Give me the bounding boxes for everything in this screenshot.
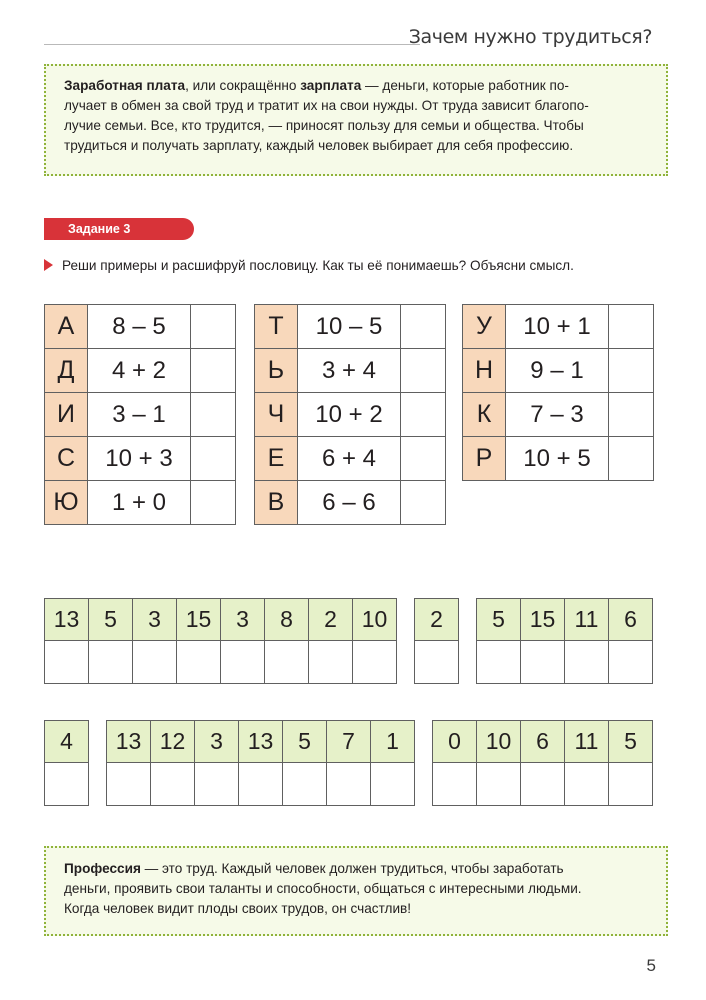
cipher-number: 3	[221, 599, 265, 641]
cipher-number: 1	[371, 721, 415, 763]
profession-line-2: деньги, проявить свои таланты и способности, общаться с интересными людьми.	[64, 881, 582, 896]
letter-answer-cell[interactable]	[353, 641, 397, 684]
page-number: 5	[646, 956, 656, 975]
cipher-number: 11	[565, 721, 609, 763]
answer-cell[interactable]	[191, 481, 236, 525]
letter-answer-cell[interactable]	[89, 641, 133, 684]
math-example: 6 – 6	[298, 481, 401, 525]
letter-answer-cell[interactable]	[609, 763, 653, 806]
letter-answer-cell[interactable]	[609, 641, 653, 684]
cipher-number: 5	[477, 599, 521, 641]
answer-cell[interactable]	[191, 437, 236, 481]
profession-line-3: Когда человек видит плоды своих трудов, он счастлив!	[64, 901, 412, 916]
code-letter: Р	[463, 437, 506, 481]
cipher-number: 12	[151, 721, 195, 763]
code-row	[255, 481, 446, 525]
code-letter: С	[45, 437, 88, 481]
definition-line-2: лучает в обмен за свой труд и тратит их на свои нужды. От труда зависит благопо-	[64, 98, 589, 113]
math-example: 10 – 5	[298, 305, 401, 349]
letter-answer-cell[interactable]	[133, 641, 177, 684]
cipher-number: 13	[107, 721, 151, 763]
answer-cell[interactable]	[401, 349, 446, 393]
task-instruction	[44, 258, 574, 273]
cipher-word	[44, 720, 89, 806]
letter-answer-cell[interactable]	[327, 763, 371, 806]
cipher-number: 5	[283, 721, 327, 763]
math-example: 10 + 1	[506, 305, 609, 349]
profession-box	[44, 846, 668, 936]
cipher-number: 5	[89, 599, 133, 641]
term-salary: Заработная плата	[64, 78, 186, 93]
math-example: 10 + 3	[88, 437, 191, 481]
answer-cell[interactable]	[609, 437, 654, 481]
task-badge: Задание 3	[44, 218, 194, 240]
header-rule	[44, 44, 420, 45]
triangle-bullet-icon	[44, 259, 53, 271]
answer-cell[interactable]	[401, 305, 446, 349]
term-profession: Профессия	[64, 861, 141, 876]
code-letter: Т	[255, 305, 298, 349]
cipher-word	[476, 598, 653, 684]
letter-answer-cell[interactable]	[177, 641, 221, 684]
code-table-1	[44, 304, 236, 525]
code-letter: Д	[45, 349, 88, 393]
code-table-3	[462, 304, 654, 481]
code-row	[463, 349, 654, 393]
letter-answer-cell[interactable]	[239, 763, 283, 806]
letter-answer-cell[interactable]	[45, 641, 89, 684]
math-example: 8 – 5	[88, 305, 191, 349]
code-letter: Ч	[255, 393, 298, 437]
letter-answer-cell[interactable]	[433, 763, 477, 806]
answer-cell[interactable]	[401, 481, 446, 525]
definition-text: — деньги, которые работник по-	[361, 78, 569, 93]
code-row	[463, 393, 654, 437]
letter-answer-cell[interactable]	[565, 763, 609, 806]
math-example: 10 + 2	[298, 393, 401, 437]
letter-answer-cell[interactable]	[283, 763, 327, 806]
answer-cell[interactable]	[401, 393, 446, 437]
code-row	[255, 305, 446, 349]
code-row	[45, 437, 236, 481]
definition-line-3: лучие семьи. Все, кто трудится, — приносят пользу для семьи и общества. Чтобы	[64, 118, 584, 133]
math-example: 4 + 2	[88, 349, 191, 393]
cipher-word	[44, 598, 397, 684]
cipher-number: 15	[177, 599, 221, 641]
code-letter: А	[45, 305, 88, 349]
code-letter: Ю	[45, 481, 88, 525]
cipher-number: 3	[133, 599, 177, 641]
cipher-number: 13	[239, 721, 283, 763]
answer-cell[interactable]	[609, 305, 654, 349]
cipher-word	[432, 720, 653, 806]
letter-answer-cell[interactable]	[415, 641, 459, 684]
cipher-number: 2	[309, 599, 353, 641]
term-salary-short: зарплата	[300, 78, 362, 93]
cipher-number: 3	[195, 721, 239, 763]
cipher-number: 0	[433, 721, 477, 763]
code-row	[45, 349, 236, 393]
math-example: 7 – 3	[506, 393, 609, 437]
letter-answer-cell[interactable]	[151, 763, 195, 806]
letter-answer-cell[interactable]	[521, 641, 565, 684]
letter-answer-cell[interactable]	[195, 763, 239, 806]
code-letter: К	[463, 393, 506, 437]
code-row	[255, 437, 446, 481]
profession-text: — это труд. Каждый человек должен трудиться, чтобы заработать	[140, 861, 564, 876]
code-table-2	[254, 304, 446, 525]
code-row	[45, 393, 236, 437]
code-row	[45, 481, 236, 525]
answer-cell[interactable]	[191, 393, 236, 437]
cipher-number: 13	[45, 599, 89, 641]
code-letter: Ь	[255, 349, 298, 393]
definition-line-4: трудиться и получать зарплату, каждый человек выбирает для себя профессию.	[64, 138, 574, 153]
letter-answer-cell[interactable]	[221, 641, 265, 684]
letter-answer-cell[interactable]	[265, 641, 309, 684]
code-row	[255, 349, 446, 393]
answer-cell[interactable]	[609, 393, 654, 437]
profession-line-1	[64, 859, 652, 879]
cipher-number: 7	[327, 721, 371, 763]
math-example: 3 + 4	[298, 349, 401, 393]
code-row	[463, 305, 654, 349]
answer-cell[interactable]	[609, 349, 654, 393]
answer-cell[interactable]	[191, 349, 236, 393]
letter-answer-cell[interactable]	[107, 763, 151, 806]
cipher-number: 10	[477, 721, 521, 763]
definition-text: , или сокращённо	[185, 78, 301, 93]
letter-answer-cell[interactable]	[477, 641, 521, 684]
math-example: 3 – 1	[88, 393, 191, 437]
letter-answer-cell[interactable]	[309, 641, 353, 684]
definition-line-1	[64, 76, 652, 96]
code-row	[463, 437, 654, 481]
code-letter: Е	[255, 437, 298, 481]
letter-answer-cell[interactable]	[565, 641, 609, 684]
definition-box	[44, 64, 668, 176]
cipher-number: 8	[265, 599, 309, 641]
math-example: 10 + 5	[506, 437, 609, 481]
math-example: 1 + 0	[88, 481, 191, 525]
cipher-number: 4	[45, 721, 89, 763]
answer-cell[interactable]	[191, 305, 236, 349]
code-letter: И	[45, 393, 88, 437]
code-row	[45, 305, 236, 349]
cipher-word	[414, 598, 459, 684]
cipher-word	[106, 720, 415, 806]
code-row	[255, 393, 446, 437]
cipher-number: 6	[521, 721, 565, 763]
code-letter: Н	[463, 349, 506, 393]
code-letter: У	[463, 305, 506, 349]
letter-answer-cell[interactable]	[45, 763, 89, 806]
cipher-number: 10	[353, 599, 397, 641]
page-title: Зачем нужно трудиться?	[408, 26, 652, 48]
cipher-number: 5	[609, 721, 653, 763]
cipher-number: 11	[565, 599, 609, 641]
math-example: 9 – 1	[506, 349, 609, 393]
task-instruction-text: Реши примеры и расшифруй пословицу. Как ты её понимаешь? Объясни смысл.	[62, 258, 574, 273]
math-example: 6 + 4	[298, 437, 401, 481]
letter-answer-cell[interactable]	[521, 763, 565, 806]
cipher-number: 2	[415, 599, 459, 641]
cipher-number: 6	[609, 599, 653, 641]
answer-cell[interactable]	[401, 437, 446, 481]
letter-answer-cell[interactable]	[371, 763, 415, 806]
code-letter: В	[255, 481, 298, 525]
cipher-number: 15	[521, 599, 565, 641]
letter-answer-cell[interactable]	[477, 763, 521, 806]
